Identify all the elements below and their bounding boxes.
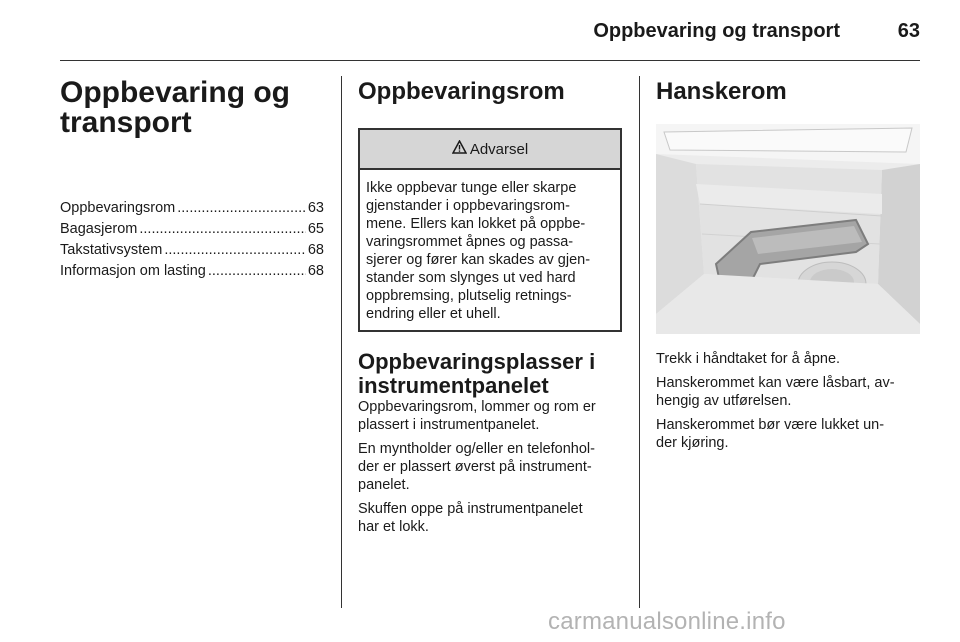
- column-divider-right: [639, 76, 640, 608]
- glovebox-photo: [656, 124, 920, 334]
- toc-entry-loading-info[interactable]: Informasjon om lasting ..... 68: [60, 261, 324, 282]
- column-chapter: [60, 72, 324, 282]
- chapter-title: Oppbevaring og transport: [60, 76, 291, 139]
- warning-triangle-icon: [452, 140, 467, 158]
- watermark: carmanualsonline.info: [548, 608, 786, 635]
- toc-entry-storage[interactable]: Oppbevaringsrom ..... 63: [60, 198, 324, 219]
- toc-entry-luggage[interactable]: Bagasjerom ..... 65: [60, 219, 324, 240]
- paragraph: En myntholder og/eller en telefonhol- der er plassert øverst på instrument- panelet.: [358, 441, 595, 493]
- paragraph: Hanskerommet kan være låsbart, av- hengig av utførelsen.: [656, 375, 895, 409]
- paragraph: Oppbevaringsrom, lommer og rom er plassert i instrumentpanelet.: [358, 399, 596, 433]
- column-divider-left: [341, 76, 342, 608]
- page-header: [60, 14, 920, 54]
- paragraph: Skuffen oppe på instrumentpanelet har et lokk.: [358, 501, 583, 535]
- header-rule: [60, 60, 920, 61]
- column-glovebox: [656, 72, 920, 458]
- header-title: Oppbevaring og transport: [593, 20, 840, 42]
- warning-text: Ikke oppbevar tunge eller skarpe gjenstander i oppbevaringsrom- mene. Ellers kan lokket på oppbe- varingsrommet åpnes og passa- sjerer og fører kan skades av gjen- stander som slynges ut ved hard oppbremsing, plutselig retnings- endring eller et uhell.: [366, 180, 591, 322]
- warning-heading: Advarsel: [360, 130, 620, 170]
- warning-box: [358, 128, 622, 332]
- paragraph: Hanskerommet bør være lukket un- der kjøring.: [656, 417, 885, 451]
- page-number: 63: [897, 20, 920, 42]
- subsection-title-instrument-panel: Oppbevaringsplasser i instrumentpanelet: [358, 349, 596, 398]
- paragraph: Trekk i håndtaket for å åpne.: [656, 351, 841, 367]
- section-title-glovebox: Hanskerom: [656, 78, 787, 105]
- table-of-contents: [60, 198, 324, 282]
- column-storage: [358, 72, 622, 542]
- toc-entry-roof-rack[interactable]: Takstativsystem ..... 68: [60, 240, 324, 261]
- section-title-storage: Oppbevaringsrom: [358, 78, 565, 105]
